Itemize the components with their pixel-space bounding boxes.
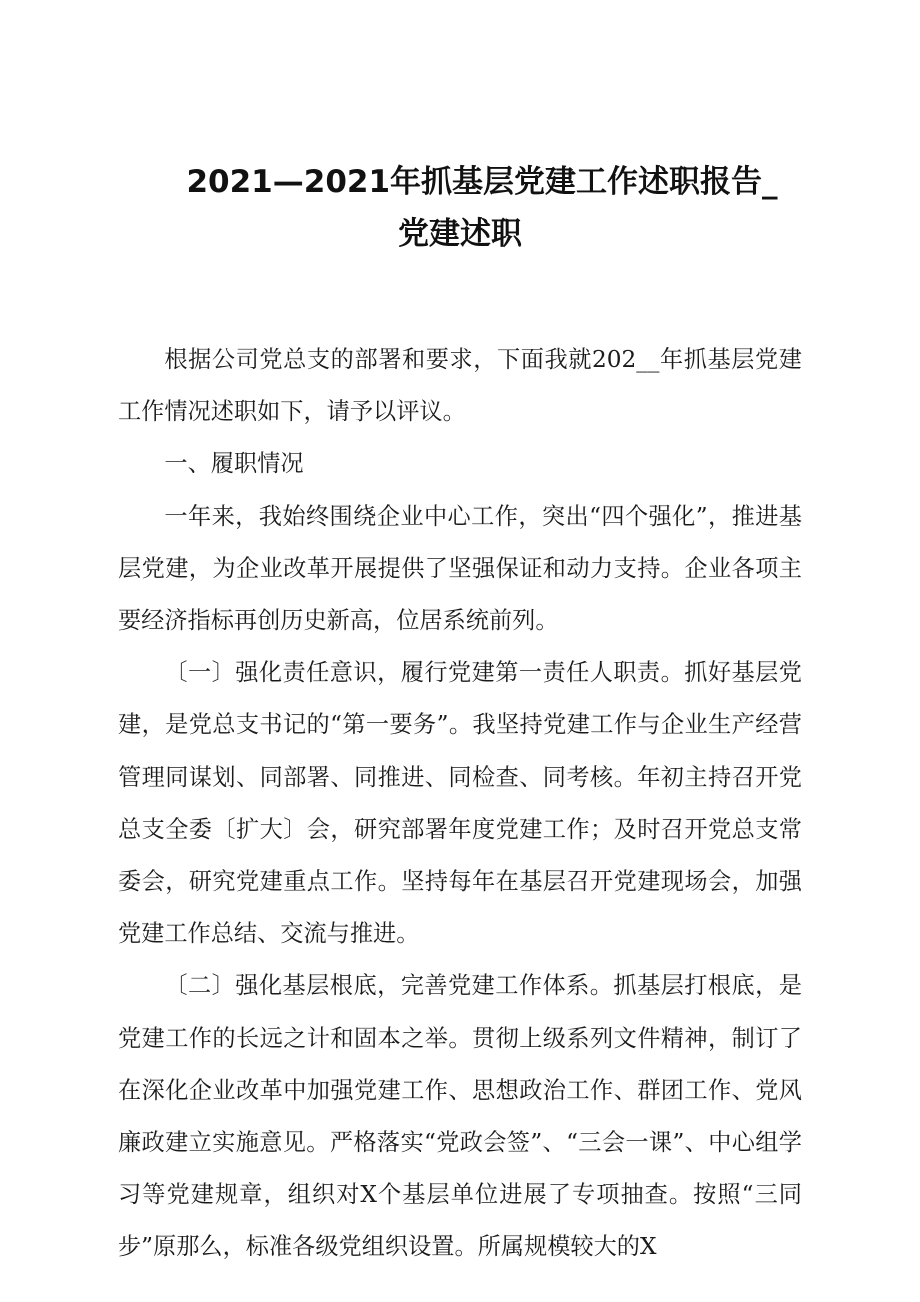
body-paragraph-intro: 根据公司党总支的部署和要求，下面我就202__年抓基层党建工作情况述职如下，请予以评议。 (118, 346, 802, 426)
body-paragraph-foundation: 〔二〕强化基层根底，完善党建工作体系。抓基层打根底，是党建工作的长远之计和固本之举。贯彻上级系列文件精神，制订了在深化企业改革中加强党建工作、思想政治工作、群团工作、党风廉政建立实施意见。严格落实“党政会签”、“三会一课”、中心组学习等党建规章，组织对X个基层单位进展了专项抽查。按照“三同步”原那么，标准各级党组织设置。所属规模较大的X (118, 972, 802, 1261)
body-paragraph-responsibility: 〔一〕强化责任意识，履行党建第一责任人职责。抓好基层党建，是党总支书记的“第一要务”。我坚持党建工作与企业生产经营管理同谋划、同部署、同推进、同检查、同考核。年初主持召开党总支全委〔扩大〕会，研究部署年度党建工作；及时召开党总支常委会，研究党建重点工作。坚持每年在基层召开党建现场会，加强党建工作总结、交流与推进。 (118, 659, 802, 948)
body-paragraph-overview: 一年来，我始终围绕企业中心工作，突出“四个强化”，推进基层党建，为企业改革开展提供了坚强保证和动力支持。企业各项主要经济指标再创历史新高，位居系统前列。 (118, 502, 802, 635)
document-body (118, 334, 802, 1274)
document-title-line-1: 2021—2021年抓基层党建工作述职报告_ (186, 164, 778, 200)
section-heading-performance: 一、履职情况 (164, 450, 304, 478)
document-title-line-2: 党建述职 (398, 216, 522, 252)
